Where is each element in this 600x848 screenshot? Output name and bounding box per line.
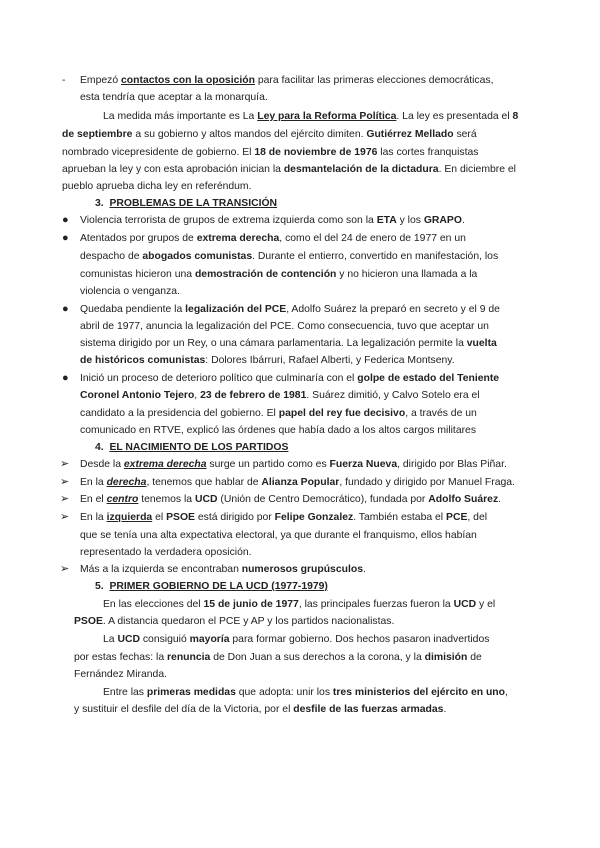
p4d-line-1: En la izquierda el PSOE está dirigido por Felipe Gonzalez. También estaba el PCE, del: [80, 512, 488, 523]
p3d-line-4: comunicado en RTVE, explicó las órdenes que había dado a los altos cargos militares: [80, 425, 477, 436]
bullet-icon: ●: [62, 303, 69, 315]
p3d-line-3: candidato a la presidencia del gobierno. El papel del rey fue decisivo, a través de un: [80, 408, 477, 419]
ley-line-2: de septiembre a su gobierno y altos mandos del ejército dimiten. Gutiérrez Mellado será: [62, 129, 477, 140]
arrow-bullet-icon: ➢: [60, 458, 70, 470]
ley-line-1: La medida más importante es La Ley para la Reforma Política. La ley es presentada el 8: [103, 111, 519, 122]
section-4-heading: 4. EL NACIMIENTO DE LOS PARTIDOS: [95, 442, 289, 453]
section-5-heading: 5. PRIMER GOBIERNO DE LA UCD (1977-1979): [95, 581, 328, 592]
bullet-icon: ●: [62, 214, 69, 226]
p5b-line-2: por estas fechas: la renuncia de Don Juan a sus derechos a la corona, y la dimisión de: [74, 652, 482, 663]
p3b-line-1: Atentados por grupos de extrema derecha, como el del 24 de enero de 1977 en un: [80, 233, 466, 244]
p3c-line-1: Quedaba pendiente la legalización del PCE, Adolfo Suárez la preparó en secreto y el 9 de: [80, 304, 500, 315]
p5c-line-1: Entre las primeras medidas que adopta: unir los tres ministerios del ejército en uno,: [103, 687, 508, 698]
p3a-line-1: Violencia terrorista de grupos de extrema izquierda como son la ETA y los GRAPO.: [80, 215, 465, 226]
arrow-bullet-icon: ➢: [60, 563, 70, 575]
p4d-line-2: que se tenía una alta expectativa electoral, ya que durante el franquismo, ellos habían: [80, 530, 477, 541]
p4c-line-1: En el centro tenemos la UCD (Unión de Centro Democrático), fundada por Adolfo Suárez.: [80, 494, 502, 505]
ley-line-4: aprueban la ley y con esta aprobación inician la desmantelación de la dictadura. En diciembre el: [62, 164, 516, 175]
arrow-bullet-icon: ➢: [60, 493, 70, 505]
bullet-icon: ●: [62, 232, 69, 244]
p3b-line-3: comunistas hicieron una demostración de contención y no hicieron una llamada a la: [80, 269, 478, 280]
arrow-bullet-icon: ➢: [60, 476, 70, 488]
intro-line-1: Empezó contactos con la oposición para facilitar las primeras elecciones democráticas,: [80, 75, 494, 86]
p3d-line-1: Inició un proceso de deterioro político que culminaría con el golpe de estado del Teniente: [80, 373, 500, 384]
p3b-line-4: violencia o venganza.: [80, 286, 180, 297]
p5a-line-1: En las elecciones del 15 de junio de 1977, las principales fuerzas fueron la UCD y el: [103, 599, 496, 610]
dash-marker: -: [62, 75, 66, 86]
p4d-line-3: representado la verdadera oposición.: [80, 547, 252, 558]
p5a-line-2: PSOE. A distancia quedaron el PCE y AP y los partidos nacionalistas.: [74, 616, 395, 627]
ley-line-5: pueblo aprueba dicha ley en referéndum.: [62, 181, 252, 192]
p3b-line-2: despacho de abogados comunistas. Durante el entierro, convertido en manifestación, los: [80, 251, 499, 262]
p3c-line-4: de históricos comunistas: Dolores Ibárruri, Rafael Alberti, y Federica Montseny.: [80, 355, 455, 366]
intro-line-2: esta tendría que aceptar a la monarquía.: [80, 92, 268, 103]
p5b-line-1: La UCD consiguió mayoría para formar gobierno. Dos hechos pasaron inadvertidos: [103, 634, 490, 645]
p3c-line-2: abril de 1977, anuncia la legalización del PCE. Como consecuencia, tuvo que aceptar un: [80, 321, 489, 332]
ley-line-3: nombrado vicepresidente de gobierno. El 18 de noviembre de 1976 las cortes franquistas: [62, 147, 479, 158]
p3d-line-2: Coronel Antonio Tejero, 23 de febrero de 1981. Suárez dimitió, y Calvo Sotelo era el: [80, 390, 480, 401]
p3c-line-3: sistema dirigido por un Rey, o una cámara parlamentaria. La legalización permite la vuelta: [80, 338, 497, 349]
section-3-heading: 3. PROBLEMAS DE LA TRANSICIÓN: [95, 198, 278, 209]
bullet-icon: ●: [62, 372, 69, 384]
arrow-bullet-icon: ➢: [60, 511, 70, 523]
p4b-line-1: En la derecha, tenemos que hablar de Alianza Popular, fundado y dirigido por Manuel Fraga.: [80, 477, 515, 488]
p5b-line-3: Fernández Miranda.: [74, 669, 167, 680]
p4a-line-1: Desde la extrema derecha surge un partido como es Fuerza Nueva, dirigido por Blas Piñar.: [80, 459, 507, 470]
p5c-line-2: y sustituir el desfile del día de la Victoria, por el desfile de las fuerzas armadas.: [74, 704, 447, 715]
p4e-line-1: Más a la izquierda se encontraban numerosos grupúsculos.: [80, 564, 366, 575]
